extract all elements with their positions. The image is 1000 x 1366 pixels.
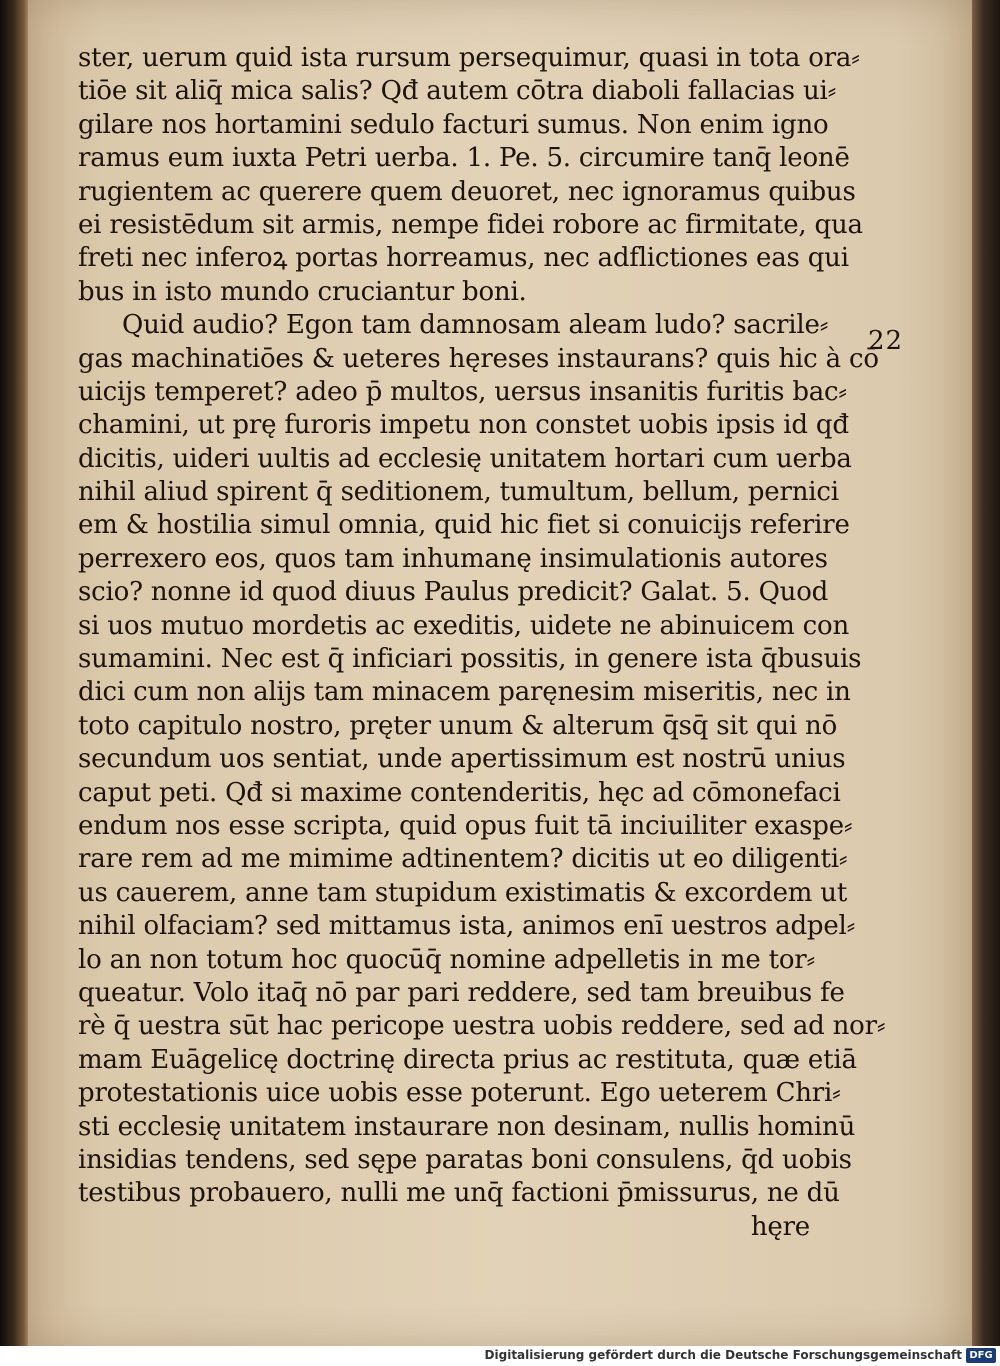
text-line: caput peti. Qđ si maxime contenderitis, hęc ad cōmonefaci [78, 777, 841, 808]
text-line: nihil olfaciam? sed mittamus ista, animos enī uestros adpel⸗ [78, 911, 856, 942]
text-line: protestationis uice uobis esse poterunt. Ego ueterem Chri⸗ [78, 1078, 841, 1109]
catchword: hęre [750, 1211, 810, 1242]
text-line: testibus probauero, nulli me unq̄ factioni p̄missurus, ne dū [78, 1178, 840, 1209]
text-line: uicijs temperet? adeo p̄ multos, uersus insanitis furitis bac⸗ [78, 376, 847, 407]
right-page-edge [972, 0, 1000, 1346]
text-line: sumamini. Nec est q̄ inficiari possitis, in genere ista q̄busuis [78, 644, 862, 675]
text-line: nihil aliud spirent q̄ seditionem, tumultum, bellum, pernici [78, 477, 839, 508]
digitization-footer [0, 1346, 1000, 1366]
binding-edge [0, 0, 30, 1346]
text-line: em & hostilia simul omnia, quid hic fiet si conuicijs referire [78, 510, 850, 541]
text-line: sti ecclesię unitatem instaurare non desinam, nullis hominū [78, 1111, 856, 1142]
text-line: endum nos esse scripta, quid opus fuit tā inciuiliter exaspe⸗ [78, 810, 853, 841]
text-line: mam Euāgelicę doctrinę directa prius ac restituta, quæ etiā [78, 1044, 857, 1075]
text-line: dicitis, uideri uultis ad ecclesię unitatem hortari cum uerba [78, 443, 852, 474]
text-line: insidias tendens, sed sępe paratas boni consulens, q̄d uobis [78, 1144, 852, 1175]
text-line: rè q̄ uestra sūt hac pericope uestra uobis reddere, sed ad nor⸗ [78, 1011, 886, 1042]
book-page [28, 0, 972, 1346]
paragraph-start-line: Quid audio? Egon tam damnosam aleam ludo? sacrile⸗ [122, 310, 829, 341]
text-line: us cauerem, anne tam stupidum existimatis & excordem ut [78, 877, 848, 908]
text-line: freti nec inferoꝝ portas horreamus, nec adflictiones eas qui [78, 243, 849, 274]
text-line: bus in isto mundo cruciantur boni. [78, 276, 527, 307]
text-line: gilare nos hortamini sedulo facturi sumus. Non enim igno [78, 109, 829, 140]
text-line: ramus eum iuxta Petri uerba. 1. Pe. 5. circumire tanq̄ leonē [78, 143, 850, 174]
text-line: rare rem ad me mimime adtinentem? dicitis ut eo diligenti⸗ [78, 844, 848, 875]
text-line: ster, uerum quid ista rursum persequimur, quasi in tota ora⸗ [78, 43, 860, 73]
text-line: lo an non totum hoc quocūq̄ nomine adpelletis in me tor⸗ [78, 944, 815, 975]
text-line: ei resistēdum sit armis, nempe fidei robore ac firmitate, qua [78, 209, 863, 240]
folio-number: 22 [868, 326, 904, 356]
text-line: tiōe sit aliq̄ mica salis? Qđ autem cōtra diaboli fallacias ui⸗ [78, 76, 837, 107]
dfg-logo-icon: DFG [966, 1348, 996, 1363]
funding-credit: Digitalisierung gefördert durch die Deutsche Forschungsgemeinschaft [484, 1348, 962, 1362]
text-line: chamini, ut prę furoris impetu non constet uobis ipsis id qđ [78, 410, 849, 441]
text-line: secundum uos sentiat, unde apertissimum est nostrū unius [78, 744, 846, 775]
text-line: perrexero eos, quos tam inhumanę insimulationis autores [78, 543, 828, 574]
text-line: scio? nonne id quod diuus Paulus predicit? Galat. 5. Quod [78, 577, 829, 608]
text-line: rugientem ac querere quem deuoret, nec ignoramus quibus [78, 176, 856, 207]
text-line: gas machinatiōes & ueteres hęreses instaurans? quis hic à cō [78, 343, 879, 374]
text-line: queatur. Volo itaq̄ nō par pari reddere, sed tam breuibus fe [78, 977, 845, 1008]
text-line: dici cum non alijs tam minacem paręnesim miseritis, nec in [78, 677, 851, 708]
text-line: si uos mutuo mordetis ac exeditis, uidete ne abinuicem con [78, 610, 850, 641]
text-line: toto capitulo nostro, pręter unum & alterum q̄sq̄ sit qui nō [78, 710, 838, 741]
